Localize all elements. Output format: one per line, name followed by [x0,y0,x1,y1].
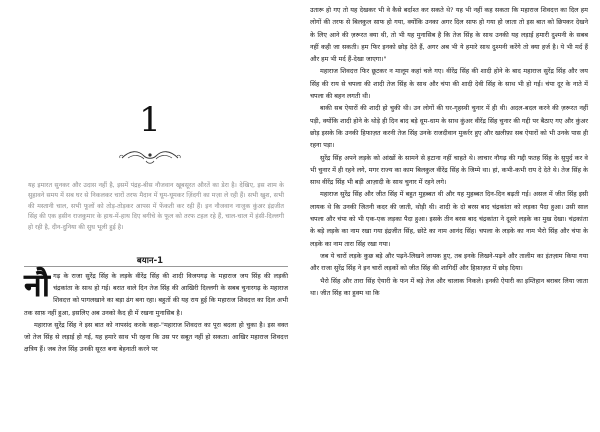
paragraph: महाराज सुरेंद्र सिंह और जीत सिंह में बहुत मुहब्बत थी और यह मुहब्बत दिन-दिन बढ़ती गई। असल में जीत सिंह इसी लायक थे कि उनकी जितनी कदर की जाती, थोड़ी थी। शादी के दो बरस बाद चंद्रकांता को लड़का पैदा हुआ। उसी साल चपला और चंपा को भी एक-एक लड़का पैदा हुआ। इसके तीन बरस बाद चंद्रकांता ने दूसरे लड़के का मुख देखा। चंद्रकांता के बड़े लड़के का नाम रखा गया इंद्रजीत सिंह, छोटे का नाम आनंद सिंह। चपला के लड़के का नाम भैरो सिंह और चंपा के लड़के का नाम तारा सिंह रखा गया। [310,190,588,248]
paragraph: उतारू हो गए तो यह देखकर भी वे कैसे बर्दाश्त कर सकते थे? यह भी नहीं कह सकता कि महाराज शिवदत्त का दिल हम लोगों की तरफ से बिलकुल साफ हो गया, क्योंकि उनका अगर दिल साफ हो गया हो जाता तो इस बात को छिपकर देखने के लिए आने की ज़रूरत क्या थी, तो भी यह मुनासिब है कि तेज सिंह के साथ उनकी यह लड़ाई हमारी दुश्मनी के सबब नहीं कही जा सकती। हम फिर इनको छोड़ देते हैं, अगर अब भी ये हमारे साथ दुश्मनी करेंगे तो क्या हर्ज है। ये भी मर्द हैं और हम भी मर्द हैं-देखा जाएगा।" [310,6,588,64]
section-title: बयान-1 [136,256,164,266]
flourish-ornament-icon [118,146,182,166]
paragraph: भैरो सिंह और तारा सिंह ऐयारी के फन में बड़े तेज और चालाक निकले। इनकी ऐयारी का इम्तिहान बराबर लिया जाता था। जीत सिंह का हुक्म था कि [310,276,588,297]
right-page-text [310,4,588,299]
section-divider [24,266,288,267]
paragraph: जब ये चारों लड़के कुछ बड़े और पढ़ने-लिखने लायक हुए, तब इनके लिखने-पढ़ने और तालीम का इंतज़ाम किया गया और राजा सुरेंद्र सिंह ने इन चारों लड़कों को जीत सिंह की शागिर्दी और हिफ़ाज़त में छोड़ दिया। [310,251,588,273]
paragraph: महाराज सुरेंद्र सिंह ने इस बात को नापसंद करके कहा-"महाराज शिवदत्त का पूरा बदला हो चुका है। इस वक्त जो तेज सिंह से लड़ाई हो गई, यह हमारे साथ भी रहना कि उस पर सबूत नहीं हो सकता। आखिर महाराज शिवदत्त क्षत्रिय हैं। जब तेज सिंह उनकी सूरत बना बेहनाती करने पर [24,320,288,354]
paragraph: बाकी सब ऐयारों की शादी हो चुकी थी। उन लोगों की घर-गृहस्थी चुनार में ही थी। अदल-बदल करने की ज़रूरत नहीं पड़ी, क्योंकि शादी होने के थोड़े ही दिन बाद बड़े धूम-धाम के साथ कुंअर वीरेंद्र सिंह चुनार की गद्दी पर बैठाए गए और कुंअर छोड़ इसके कि उनकी हिफाज़त करनी तेज सिंह उनके राजदीवान मुकर्रर हुए और खलीफ़ा सब ऐयारों को भी उनके पास ही रहना पड़ा। [310,104,588,150]
paragraph: महाराज शिवदत्त फिर छूटकर न मालूम कहां चले गए। वीरेंद्र सिंह की शादी होने के बाद महाराज सुरेंद्र सिंह और जय सिंह की राय से चपला की शादी तेज सिंह के साथ और चंपा की शादी देवी सिंह के साथ भी हो गई। चंपा दूर के नाते में चपला की बहन लगती थी। [310,67,588,101]
paragraph: सुरेंद्र सिंह अपने लड़के को आंखों के सामने से हटाना नहीं चाहते थे। लाचार नौगढ़ की गद्दी फतह सिंह के सुपुर्द कर वे भी चुनार में ही रहने लगे, मगर राज्य का काम बिलकुल वीरेंद्र सिंह के जिम्मे था। हां, कभी-कभी राय दे देते थे। तेज सिंह के साथ वीरेंद्र सिंह भी बड़ी आज़ादी के साथ चुनार में रहने लगे। [310,153,588,187]
chapter-number: 1 [139,100,161,140]
dropcap-letter: नौ [24,266,51,304]
paragraph: नौगढ़ के राजा सुरेंद्र सिंह के लड़के वीरेंद्र सिंह की शादी विजयगढ़ के महाराज जय सिंह की लड़की चंद्रकांता के साथ हो गई। बरात वाले दिन तेज सिंह की आखिरी दिल्लगी के सबब चुनारगढ़ के महाराज शिवदत्त को पागलखाने का बड़ा ढंग बना रहा। बहुतों की यह राय हुई कि महाराज शिवदत्त का दिल अभी तक साफ़ नहीं हुआ, इसलिए अब उनको कैद ही में रखना मुनासिब है। [24,266,288,317]
chapter-epigraph: यह इमारत सुनकर और उदास नहीं है, इसमें पंद्रह-बीस नौजवान खूबसूरत औरतें का डेरा है। देखिए, इस शाम के सुहावने समय में सब घर से निकलकर चारों तरफ मैदान में घूम-घूमकर ज़िंदगी का मज़ा ले रही हैं। सभी खुश, सभी की मस्तानी चाल, सभी फूलों को तोड़-तोड़कर आपस में फेंकती कर रही हैं। इन नौजवान नाजुक कुंअर इंद्रजीत सिंह की एक हसीन राजकुमार के हाथ-में-हाथ दिए बगीचे के फूल को तरफ टहल रहे हैं, चाल-चाल में हंसी-दिल्लगी हो रही है, दीन-दुनिया की सुध भूली हुई है। [28,182,284,231]
left-body-text [24,266,288,355]
